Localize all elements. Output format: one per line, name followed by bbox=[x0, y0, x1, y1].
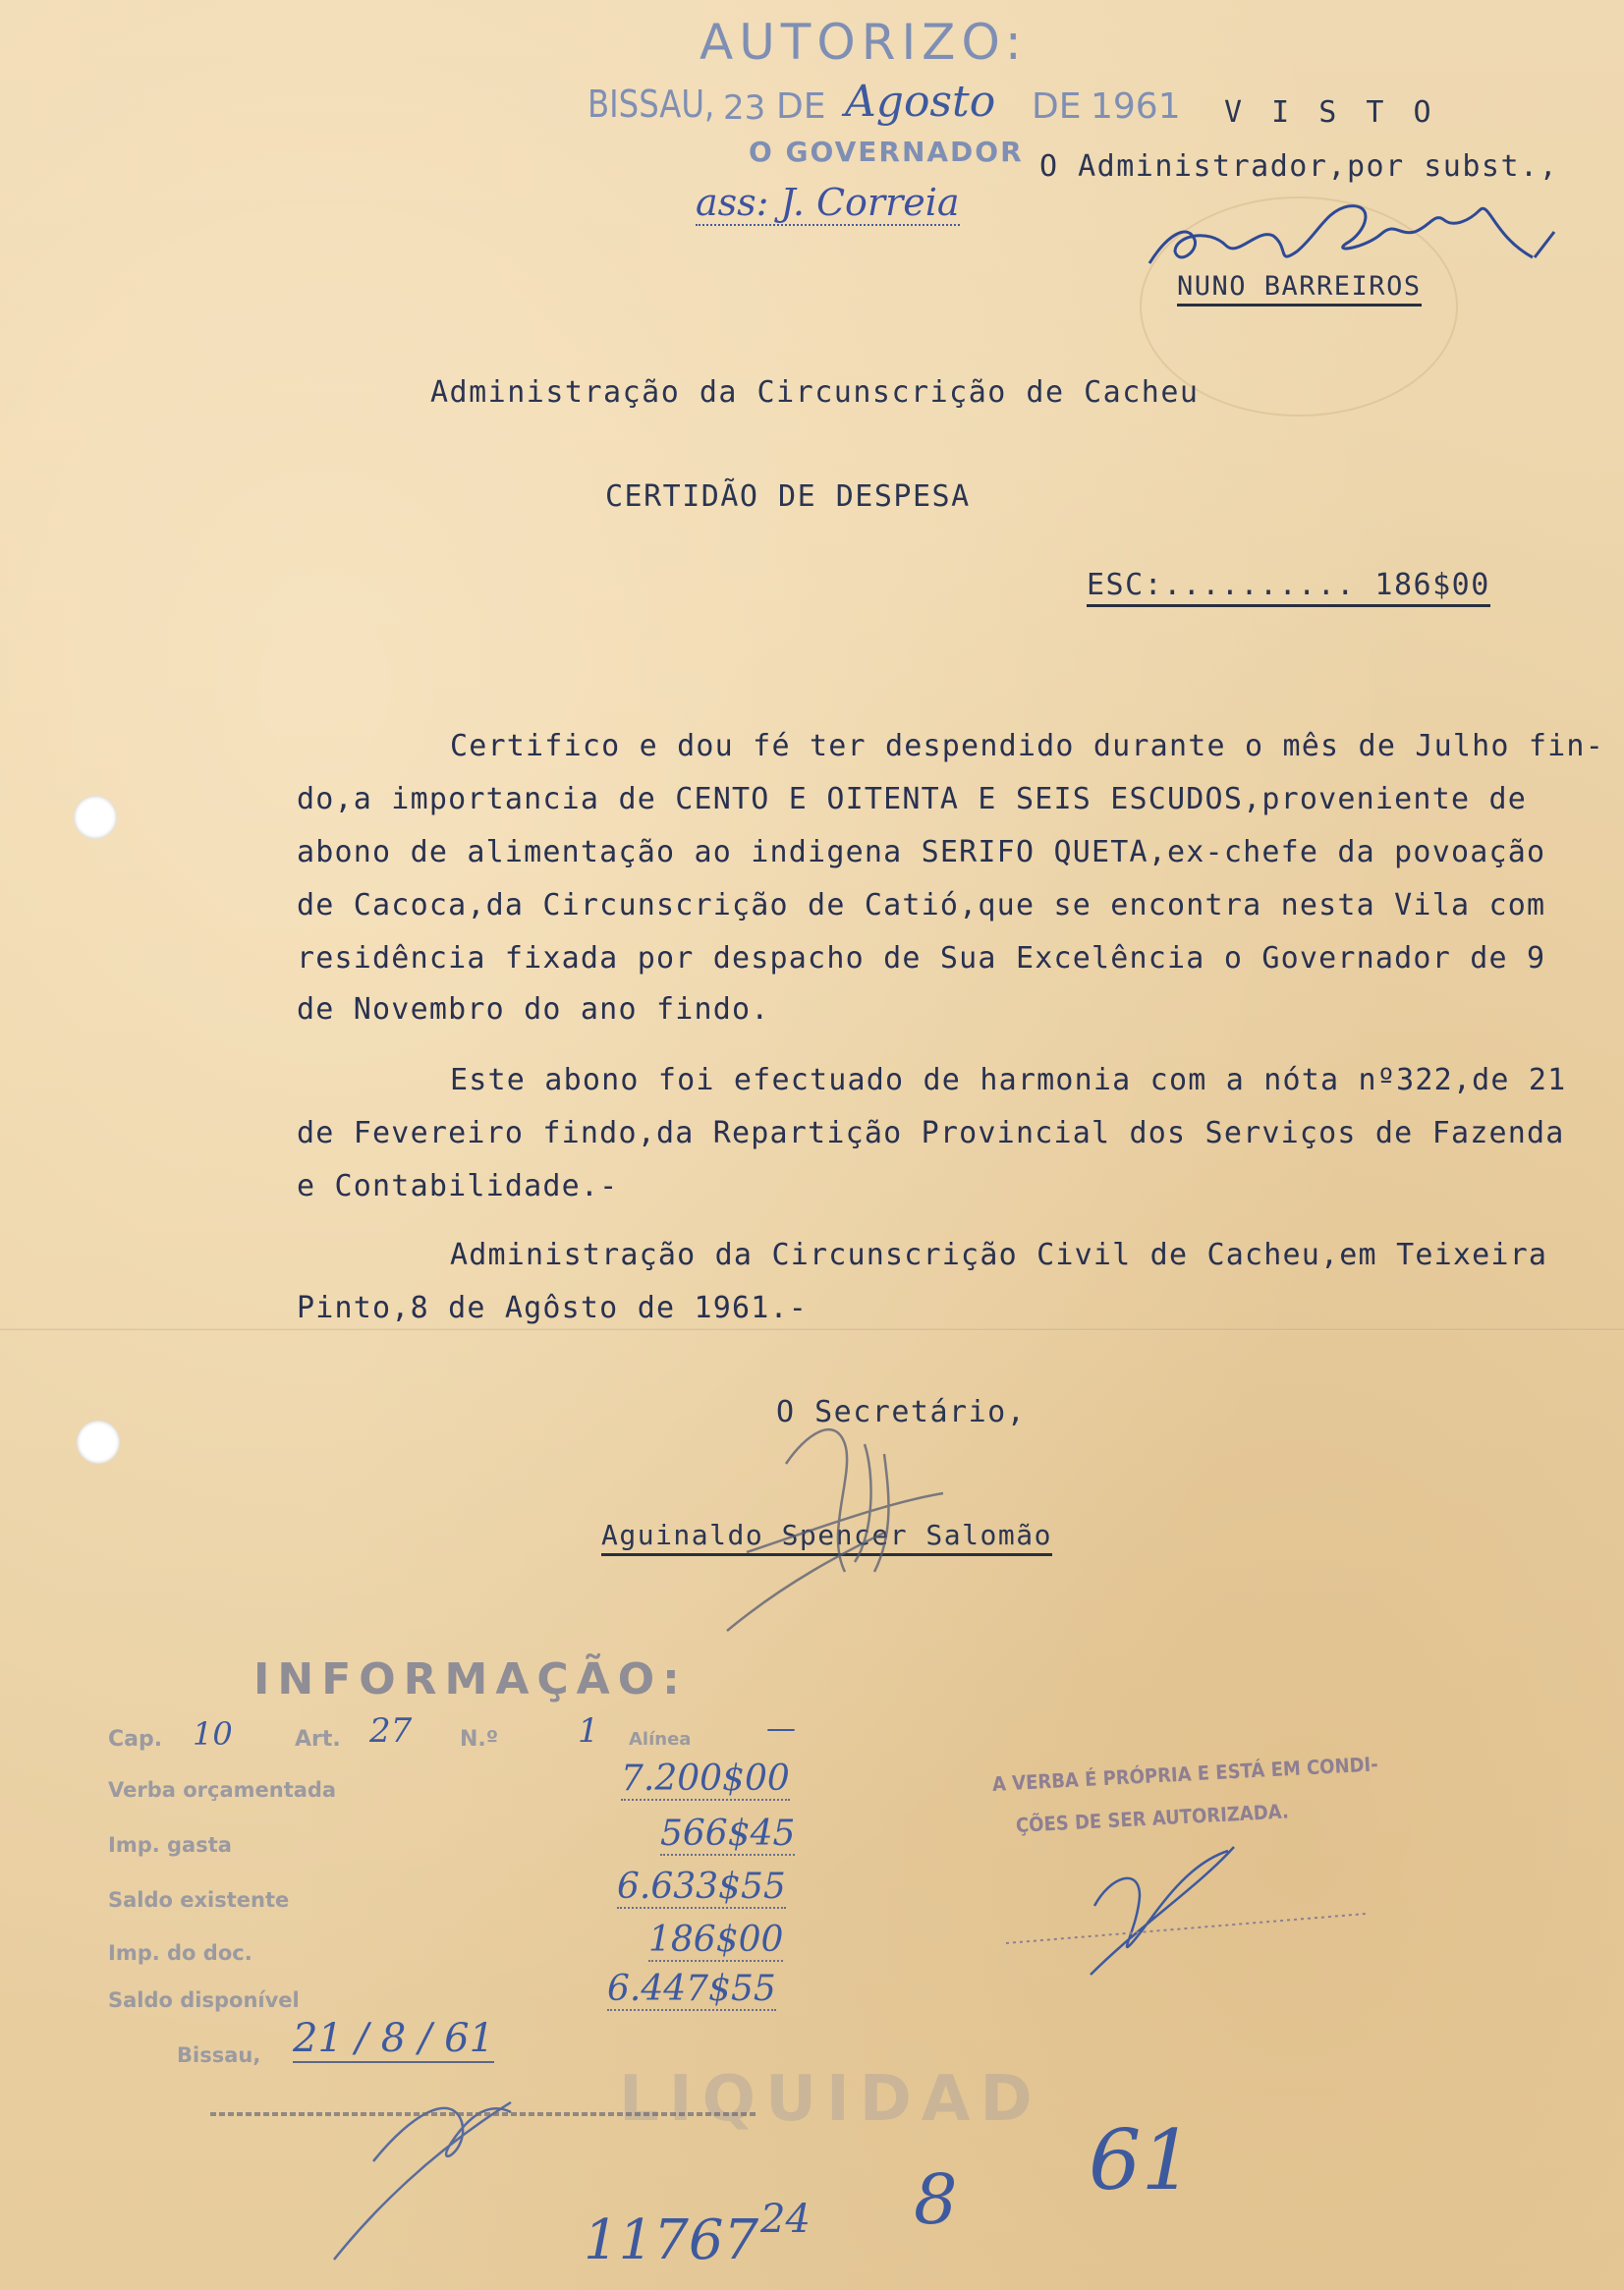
bottom-number-3: 8 bbox=[914, 2159, 958, 2240]
stamp-governador: O GOVERNADOR bbox=[749, 136, 1024, 168]
row-doc-value: 186$00 bbox=[648, 1920, 784, 1960]
visto-name: NUNO BARREIROS bbox=[1177, 271, 1422, 307]
row-disponivel-label: Saldo disponível bbox=[108, 1988, 300, 2012]
row-disponivel-value: 6.447$55 bbox=[607, 1969, 776, 2009]
verba-initials bbox=[1091, 1847, 1234, 1975]
date-value: 21 / 8 / 61 bbox=[293, 2016, 495, 2061]
bottom-number-4: 61 bbox=[1089, 2112, 1194, 2208]
row-saldo-label: Saldo existente bbox=[108, 1888, 290, 1912]
row-saldo-value: 6.633$55 bbox=[617, 1867, 786, 1907]
autorizo-title: AUTORIZO: bbox=[700, 14, 1028, 71]
amount-line: ESC:.......... 186$00 bbox=[1087, 568, 1490, 607]
art-label: Art. bbox=[295, 1727, 341, 1752]
art-value: 27 bbox=[369, 1711, 413, 1751]
alinea-label: Alínea bbox=[629, 1729, 692, 1750]
p1-line1: Certifico e dou fé ter despendido durante o mês de Julho fin- bbox=[450, 729, 1604, 763]
stamp-de2: DE bbox=[1032, 86, 1082, 127]
row-verba-value: 7.200$00 bbox=[621, 1759, 790, 1799]
document-heading: Administração da Circunscrição de Cacheu bbox=[430, 375, 1200, 410]
cap-label: Cap. bbox=[108, 1727, 163, 1752]
p2-line2: de Fevereiro findo,da Repartição Provincial dos Serviços de Fazenda bbox=[297, 1116, 1565, 1150]
informacao-initials bbox=[334, 2102, 511, 2260]
verba-stamp-line2: ÇÕES DE SER AUTORIZADA. bbox=[1015, 1799, 1290, 1837]
bottom-number-1: 11767 bbox=[584, 2208, 759, 2272]
stamp-year: 1961 bbox=[1091, 86, 1181, 127]
p3-line1: Administração da Circunscrição Civil de Cacheu,em Teixeira bbox=[450, 1238, 1548, 1272]
p2-line3: e Contabilidade.- bbox=[297, 1169, 619, 1203]
stamp-signed: ass: J. Correia bbox=[696, 181, 960, 224]
p1-line2: do,a importancia de CENTO E OITENTA E SEIS ESCUDOS,proveniente de bbox=[297, 782, 1527, 816]
stamp-de1: DE bbox=[776, 86, 826, 127]
stamp-place: BISSAU, bbox=[588, 83, 715, 126]
row-doc-label: Imp. do doc. bbox=[108, 1941, 252, 1965]
secretary-signature bbox=[727, 1429, 943, 1631]
p1-line6: de Novembro do ano findo. bbox=[297, 992, 770, 1027]
row-gasta-label: Imp. gasta bbox=[108, 1833, 232, 1857]
stamp-day: 23 bbox=[723, 88, 766, 128]
faded-stamp: LIQUIDAD bbox=[619, 2063, 1042, 2136]
informacao-title: INFORMAÇÃO: bbox=[253, 1654, 688, 1704]
p1-line4: de Cacoca,da Circunscrição de Catió,que se encontra nesta Vila com bbox=[297, 888, 1546, 922]
p1-line5: residência fixada por despacho de Sua Excelência o Governador de 9 bbox=[297, 941, 1546, 976]
p2-line1: Este abono foi efectuado de harmonia com a nóta nº322,de 21 bbox=[450, 1063, 1567, 1097]
closing-salutation: O Secretário, bbox=[776, 1395, 1027, 1429]
document-title: CERTIDÃO DE DESPESA bbox=[605, 479, 971, 514]
secretary-name: Aguinaldo Spencer Salomão bbox=[601, 1519, 1052, 1556]
date-label: Bissau, bbox=[177, 2043, 261, 2067]
bottom-number-2: 24 bbox=[760, 2197, 811, 2242]
p1-line3: abono de alimentação ao indigena SERIFO QUETA,ex-chefe da povoação bbox=[297, 835, 1546, 869]
p3-line2: Pinto,8 de Agôsto de 1961.- bbox=[297, 1291, 809, 1325]
stamp-month: Agosto bbox=[845, 77, 996, 127]
verba-dotted-line bbox=[1006, 1914, 1366, 1943]
n-value: 1 bbox=[578, 1711, 599, 1751]
row-gasta-value: 566$45 bbox=[660, 1814, 796, 1854]
visto-title: V I S T O bbox=[1224, 95, 1437, 130]
n-label: N.º bbox=[460, 1727, 499, 1752]
visto-signature bbox=[1149, 206, 1533, 263]
row-verba-label: Verba orçamentada bbox=[108, 1778, 337, 1802]
alinea-value: — bbox=[766, 1711, 796, 1746]
visto-role: O Administrador,por subst., bbox=[1039, 149, 1559, 184]
cap-value: 10 bbox=[193, 1715, 233, 1753]
verba-stamp-line1: A VERBA É PRÓPRIA E ESTÁ EM CONDI- bbox=[991, 1752, 1379, 1796]
visto-signature-tail bbox=[1535, 232, 1554, 257]
